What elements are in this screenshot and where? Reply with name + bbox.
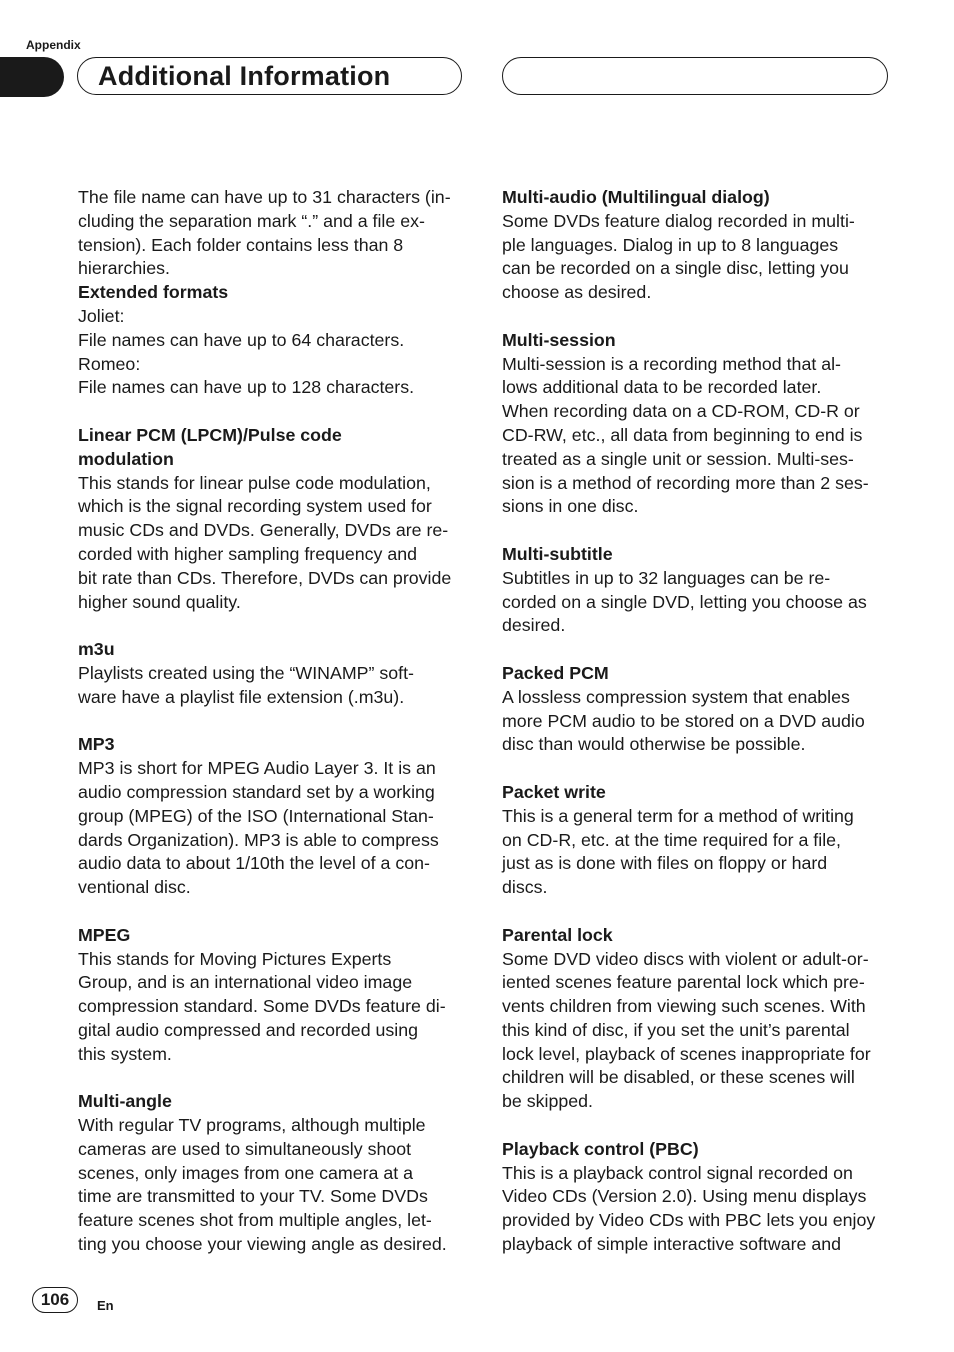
page-number: 106 [32, 1287, 78, 1313]
entry-heading: m3u [78, 639, 115, 660]
entry-heading: Packed PCM [502, 662, 609, 683]
entry-body: Subtitles in up to 32 languages can be re- corded on a single DVD, letting you choose as desired. [502, 567, 867, 636]
intro-paragraph: The file name can have up to 31 characters (in- cluding the separation mark “.” and a file ex- tension). Each folder contains less than 8 hierarchies. [78, 187, 451, 279]
entry-body: A lossless compression system that enables more PCM audio to be stored on a DVD audio disc than would otherwise be possible. [502, 686, 865, 755]
entry-body: Playlists created using the “WINAMP” soft- ware have a playlist file extension (.m3u). [78, 662, 414, 707]
extended-formats-heading: Extended formats [78, 282, 229, 303]
entry-body: This stands for Moving Pictures Experts Group, and is an international video image compression standard. Some DVDs feature di- gital audio compressed and recorded using this system. [78, 948, 446, 1064]
header-right-box [502, 57, 888, 95]
entry-heading: Multi-angle [78, 1091, 172, 1112]
entry-heading: Multi-subtitle [502, 543, 613, 564]
section-label: Appendix [26, 38, 81, 52]
entry-body: MP3 is short for MPEG Audio Layer 3. It is an audio compression standard set by a working group (MPEG) of the ISO (International Stan- dards Organization). MP3 is able to compress audio data to about 1/10th the level of a con- ventional disc. [78, 758, 439, 898]
left-column [78, 186, 466, 1257]
entry-body: This is a playback control signal recorded on Video CDs (Version 2.0). Using menu displays provided by Video CDs with PBC lets you enjoy playback of simple interactive software and [502, 1162, 876, 1255]
section-tab-marker [0, 57, 64, 97]
entry-body: This stands for linear pulse code modulation, which is the signal recording system used for music CDs and DVDs. Generally, DVDs are re- corded with higher sampling frequency and bit rate than CDs. Therefore, DVDs can provide higher sound quality. [78, 472, 452, 612]
entry-body: With regular TV programs, although multiple cameras are used to simultaneously shoot scenes, only images from one camera at a time are transmitted to your TV. Some DVDs feature scenes shot from multiple angles, let- ting you choose your viewing angle as desired. [78, 1115, 447, 1255]
entry-heading: Playback control (PBC) [502, 1138, 699, 1159]
language-label: En [97, 1298, 114, 1313]
entry-heading: Packet write [502, 781, 606, 802]
entry-heading: MPEG [78, 924, 131, 945]
extended-formats-body: Joliet: File names can have up to 64 characters. Romeo: File names can have up to 128 characters. [78, 305, 415, 398]
entry-body: Some DVDs feature dialog recorded in multi- ple languages. Dialog in up to 8 languages can be recorded on a single disc, letting you choose as desired. [502, 210, 855, 303]
entry-heading: Linear PCM (LPCM)/Pulse code modulation [78, 424, 342, 469]
page-title: Additional Information [98, 61, 391, 91]
entry-heading: Multi-audio (Multilingual dialog) [502, 187, 770, 207]
right-column [502, 186, 894, 1257]
entry-body: Some DVD video discs with violent or adult-or- iented scenes feature parental lock which pre- vents children from viewing such scenes. With this kind of disc, if you set the unit’s parental lock level, playback of scenes inappropriate for children will be disabled, or these scenes will be skipped. [502, 948, 871, 1112]
entry-body: Multi-session is a recording method that al- lows additional data to be recorded later. When recording data on a CD-ROM, CD-R or CD-RW, etc., all data from beginning to end is treated as a single unit or session. Multi-ses- sion is a method of recording more than 2 ses- sions in one disc. [502, 353, 869, 517]
entry-heading: Parental lock [502, 924, 613, 945]
entry-body: This is a general term for a method of writing on CD-R, etc. at the time required for a file, just as is done with files on floppy or hard discs. [502, 805, 854, 898]
page-title-box [77, 57, 462, 95]
entry-heading: MP3 [78, 734, 115, 755]
entry-heading: Multi-session [502, 329, 616, 350]
